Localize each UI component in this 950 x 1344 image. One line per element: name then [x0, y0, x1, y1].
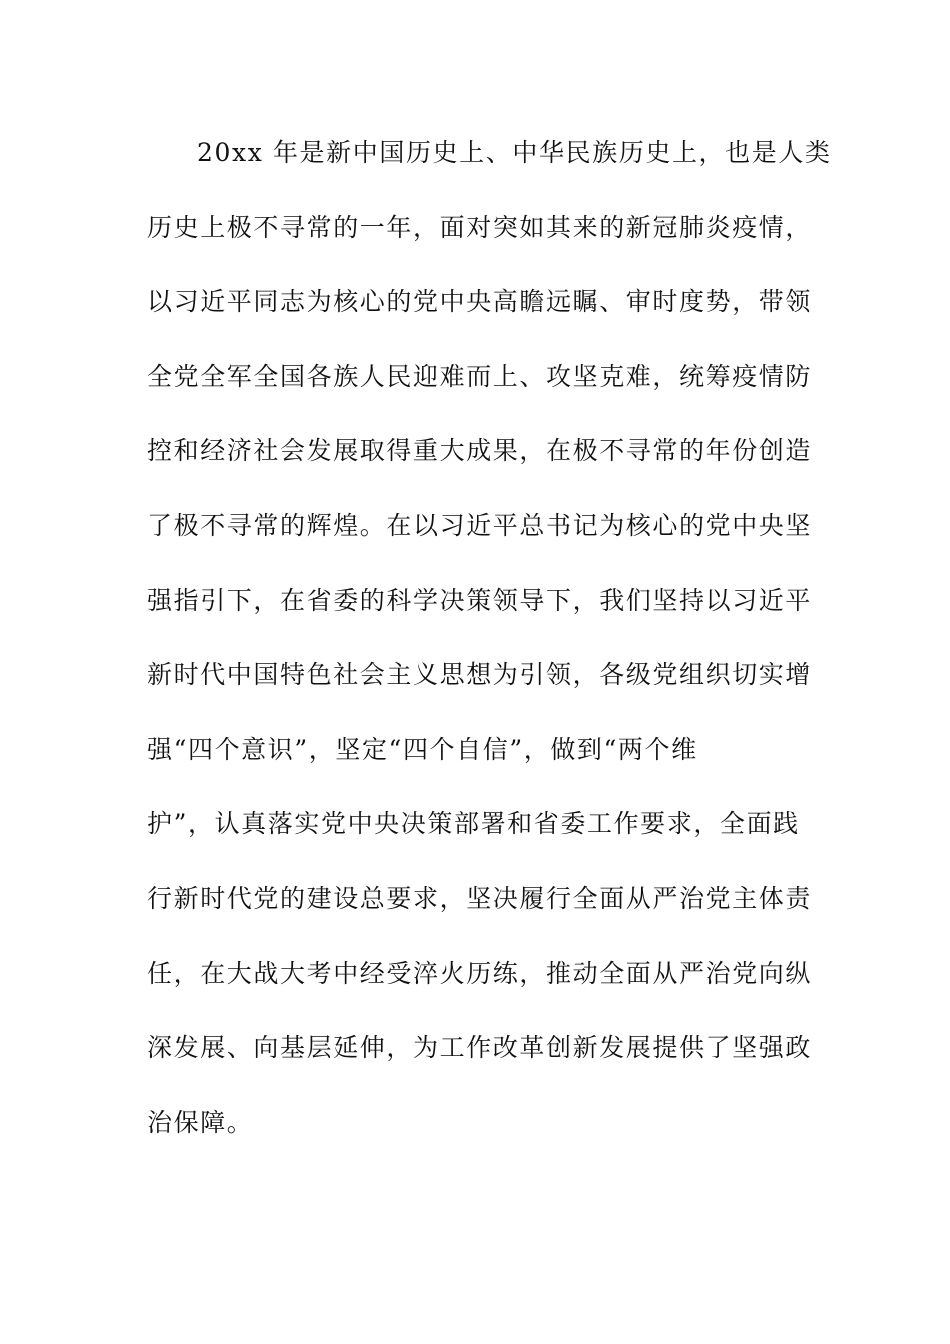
paragraph-line: 了极不寻常的辉煌。在以习近平总书记为核心的党中央坚 — [147, 510, 813, 540]
paragraph-line: 历史上极不寻常的一年，面对突如其来的新冠肺炎疫情， — [147, 212, 813, 242]
paragraph-line: 护”，认真落实党中央决策部署和省委工作要求，全面践 — [147, 809, 800, 839]
paragraph-line: 行新时代党的建设总要求，坚决履行全面从严治党主体责 — [147, 883, 813, 913]
paragraph-line: 20xx 年是新中国历史上、中华民族历史上，也是人类 — [197, 138, 832, 167]
body-paragraph — [147, 136, 832, 1180]
paragraph-line: 治保障。 — [147, 1107, 254, 1137]
paragraph-line: 全党全军全国各族人民迎难而上、攻坚克难，统筹疫情防 — [147, 361, 813, 391]
paragraph-line: 任，在大战大考中经受淬火历练，推动全面从严治党向纵 — [147, 958, 813, 988]
paragraph-line: 强“四个意识”，坚定“四个自信”，做到“两个维 — [147, 734, 698, 764]
paragraph-line: 深发展、向基层延伸，为工作改革创新发展提供了坚强政 — [147, 1033, 813, 1063]
paragraph-line: 以习近平同志为核心的党中央高瞻远瞩、审时度势，带领 — [147, 287, 813, 317]
paragraph-line: 新时代中国特色社会主义思想为引领，各级党组织切实增 — [147, 660, 813, 690]
paragraph-line: 控和经济社会发展取得重大成果，在极不寻常的年份创造 — [147, 436, 813, 466]
paragraph-line: 强指引下，在省委的科学决策领导下，我们坚持以习近平 — [147, 585, 813, 615]
